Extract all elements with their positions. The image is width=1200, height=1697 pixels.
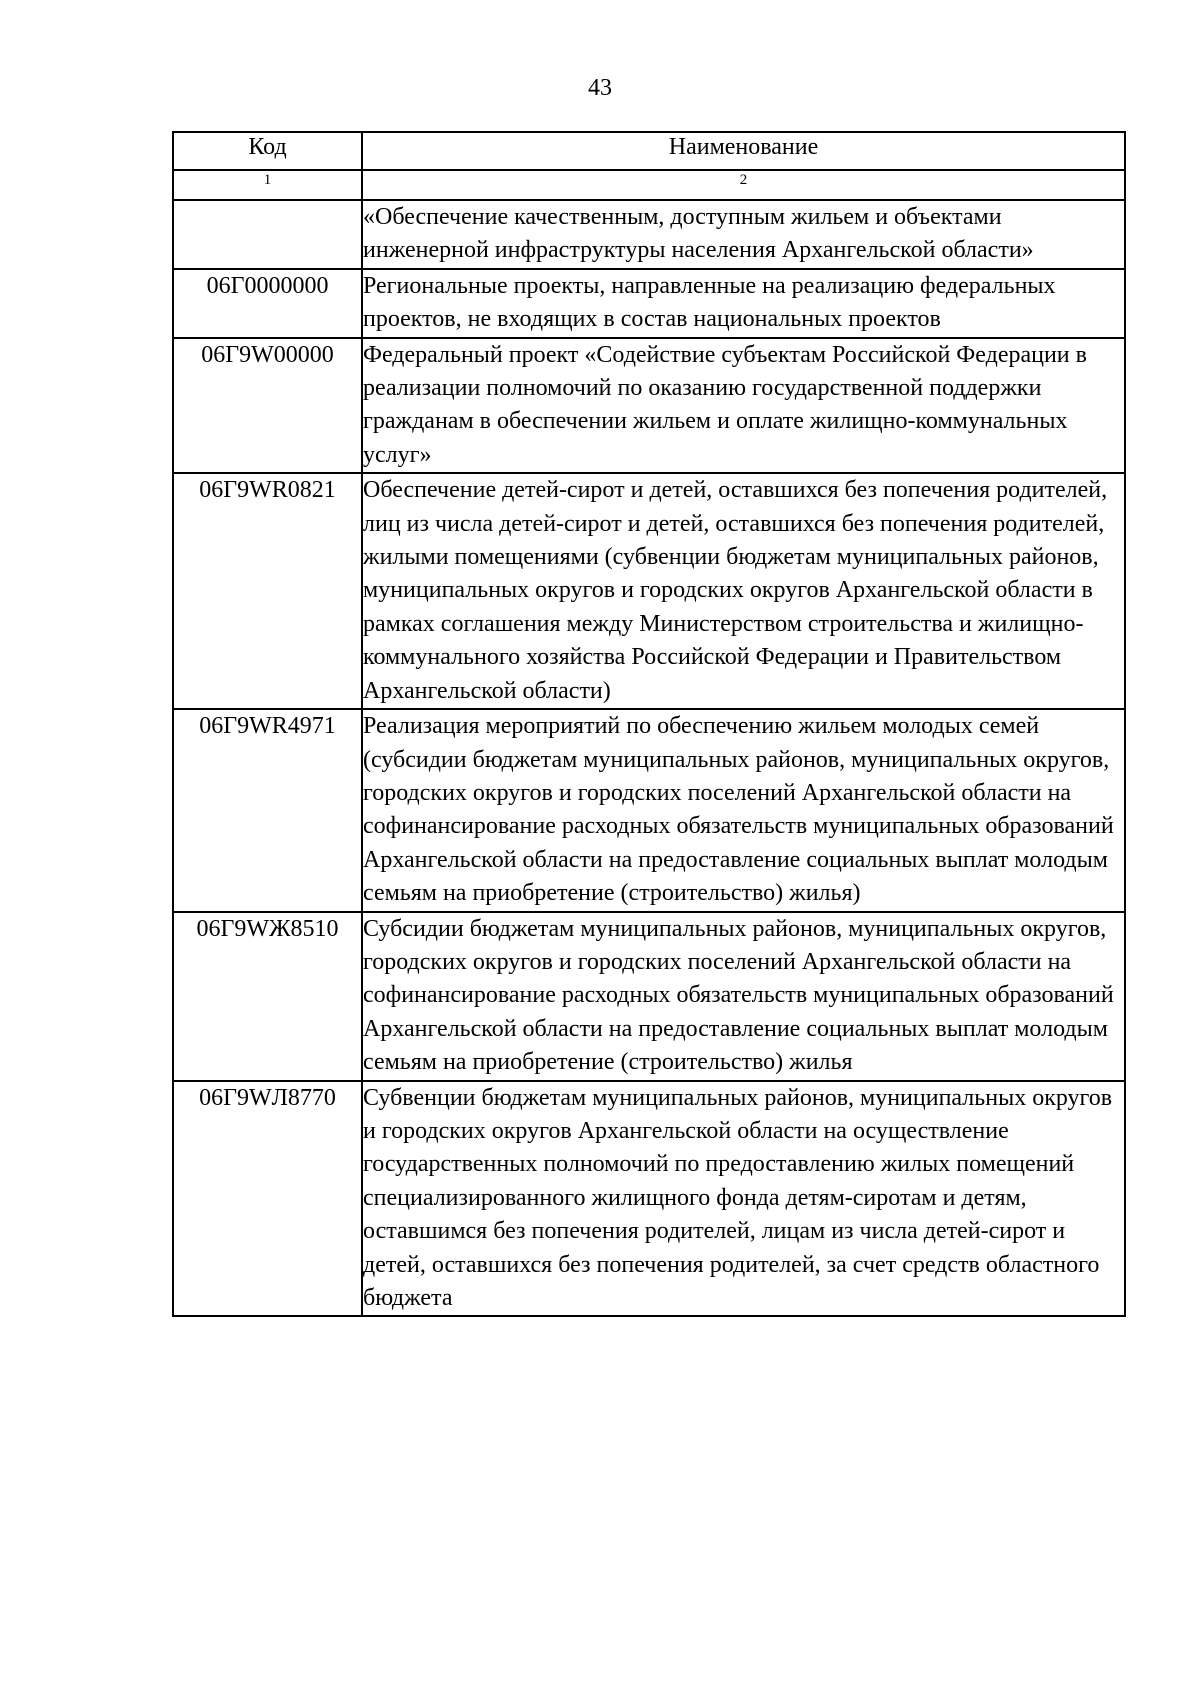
row-name: «Обеспечение качественным, доступным жильем и объектами инженерной инфраструктуры населения Архангельской области» — [362, 200, 1125, 269]
column-number-row — [173, 170, 1125, 200]
column-number-code: 1 — [173, 170, 362, 200]
table-row — [173, 269, 1125, 338]
row-code: 06Г9WR4971 — [173, 709, 362, 911]
table-header-row — [173, 132, 1125, 170]
header-code: Код — [173, 132, 362, 170]
row-name: Региональные проекты, направленные на реализацию федеральных проектов, не входящих в состав национальных проектов — [362, 269, 1125, 338]
row-code: 06Г0000000 — [173, 269, 362, 338]
table-row — [173, 338, 1125, 474]
row-name: Субвенции бюджетам муниципальных районов, муниципальных округов и городских округов Архангельской области на осуществление государственных полномочий по предоставлению жилых помещений специализированного жилищного фонда детям-сиротам и детям, оставшимся без попечения родителей, лицам из числа детей-сирот и детей, оставшихся без попечения родителей, за счет средств областного бюджета — [362, 1081, 1125, 1317]
row-code: 06Г9WЖ8510 — [173, 912, 362, 1081]
column-number-name: 2 — [362, 170, 1125, 200]
page-number: 43 — [588, 75, 612, 101]
table-row — [173, 912, 1125, 1081]
row-code — [173, 200, 362, 269]
header-name: Наименование — [362, 132, 1125, 170]
table-row — [173, 473, 1125, 709]
table-row — [173, 200, 1125, 269]
row-name: Субсидии бюджетам муниципальных районов, муниципальных округов, городских округов и городских поселений Архангельской области на софинансирование расходных обязательств муниципальных образований Архангельской области на предоставление социальных выплат молодым семьям на приобретение (строительство) жилья — [362, 912, 1125, 1081]
row-code: 06Г9WЛ8770 — [173, 1081, 362, 1317]
table-row — [173, 709, 1125, 911]
row-name: Реализация мероприятий по обеспечению жильем молодых семей (субсидии бюджетам муниципальных районов, муниципальных округов, городских округов и городских поселений Архангельской области на софинансирование расходных обязательств муниципальных образований Архангельской области на предоставление социальных выплат молодым семьям на приобретение (строительство) жилья) — [362, 709, 1125, 911]
row-code: 06Г9WR0821 — [173, 473, 362, 709]
row-name: Федеральный проект «Содействие субъектам Российской Федерации в реализации полномочий по оказанию государственной поддержки гражданам в обеспечении жильем и оплате жилищно-коммунальных услуг» — [362, 338, 1125, 474]
row-name: Обеспечение детей-сирот и детей, оставшихся без попечения родителей, лиц из числа детей-сирот и детей, оставшихся без попечения родителей, жилыми помещениями (субвенции бюджетам муниципальных районов, муниципальных округов и городских округов Архангельской области в рамках соглашения между Министерством строительства и жилищно-коммунального хозяйства Российской Федерации и Правительством Архангельской области) — [362, 473, 1125, 709]
budget-code-table — [172, 131, 1126, 1317]
row-code: 06Г9W00000 — [173, 338, 362, 474]
table-row — [173, 1081, 1125, 1317]
